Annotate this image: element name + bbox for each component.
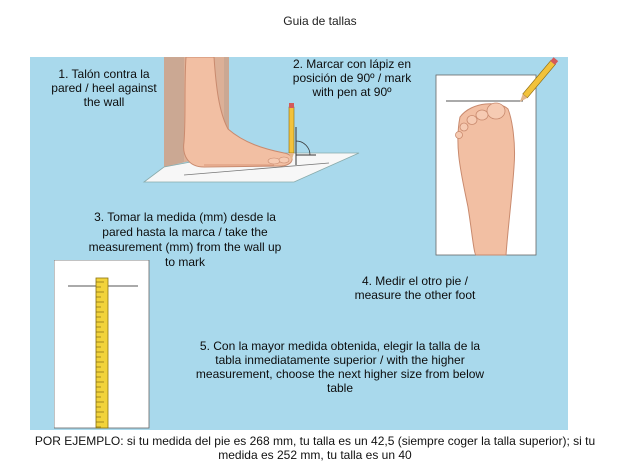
step-2-text: 2. Marcar con lápiz en posición de 90º / mark with pen at 90º xyxy=(292,57,412,99)
step-3-text: 3. Tomar la medida (mm) desde la pared hasta la marca / take the measurement (mm) from the wall up to mark xyxy=(88,210,282,269)
pencil-icon xyxy=(289,103,294,161)
step-5-text: 5. Con la mayor medida obtenida, elegir la talla de la tabla inmediatamente superior / with the higher measurement, choose the next higher size from below table xyxy=(195,339,485,395)
ruler-illustration xyxy=(54,260,154,430)
example-note: POR EJEMPLO: si tu medida del pie es 268 mm, tu talla es un 42,5 (siempre coger la talla superior); si tu medida es 252 mm, tu talla es un 40 xyxy=(34,434,596,462)
step-1-text: 1. Talón contra la pared / heel against the wall xyxy=(51,67,157,109)
page-title: Guia de tallas xyxy=(283,14,357,28)
foot-top-illustration xyxy=(428,57,568,257)
step-4-text: 4. Medir el otro pie / measure the other foot xyxy=(354,274,476,302)
